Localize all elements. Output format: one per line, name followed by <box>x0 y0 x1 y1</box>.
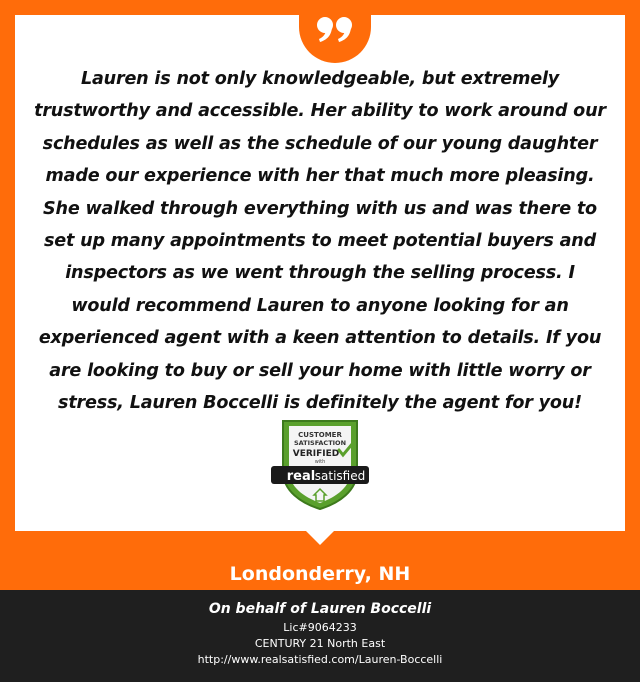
quote-icon <box>315 15 355 45</box>
license-number: Lic#9064233 <box>283 621 357 634</box>
testimonial-card <box>15 15 625 531</box>
footer <box>0 590 640 682</box>
seal-line2: SATISFACTION <box>293 439 347 447</box>
profile-url[interactable]: http://www.realsatisfied.com/Lauren-Boccelli <box>197 653 443 666</box>
testimonial-text: Lauren is not only knowledgeable, but extremely trustworthy and accessible. Her ability to work around our schedules as well as the schedule of our young daughter made our experience with her that much more pleasing. She walked through everything with us and was there to set up many appointments to meet potential buyers and inspectors as we went through the selling process. I would recommend Lauren to anyone looking for an experienced agent with a keen attention to details. If you are looking to buy or sell your home with little worry or stress, Lauren Boccelli is definitely the agent for you! <box>34 69 606 414</box>
seal-brand-real: real <box>286 469 316 484</box>
seal-line4: with <box>314 459 326 465</box>
seal-brand-satisfied: satisfied <box>314 469 366 483</box>
seal-line1: CUSTOMER <box>298 431 342 439</box>
quote-badge <box>299 0 371 63</box>
office-name: CENTURY 21 North East <box>254 637 386 650</box>
seal-line3: VERIFIED <box>292 449 340 459</box>
card-pointer <box>306 531 334 545</box>
on-behalf-text: On behalf of Lauren Boccelli <box>208 601 432 617</box>
location-label: Londonderry, NH <box>229 563 411 585</box>
verified-seal-icon <box>269 419 371 511</box>
